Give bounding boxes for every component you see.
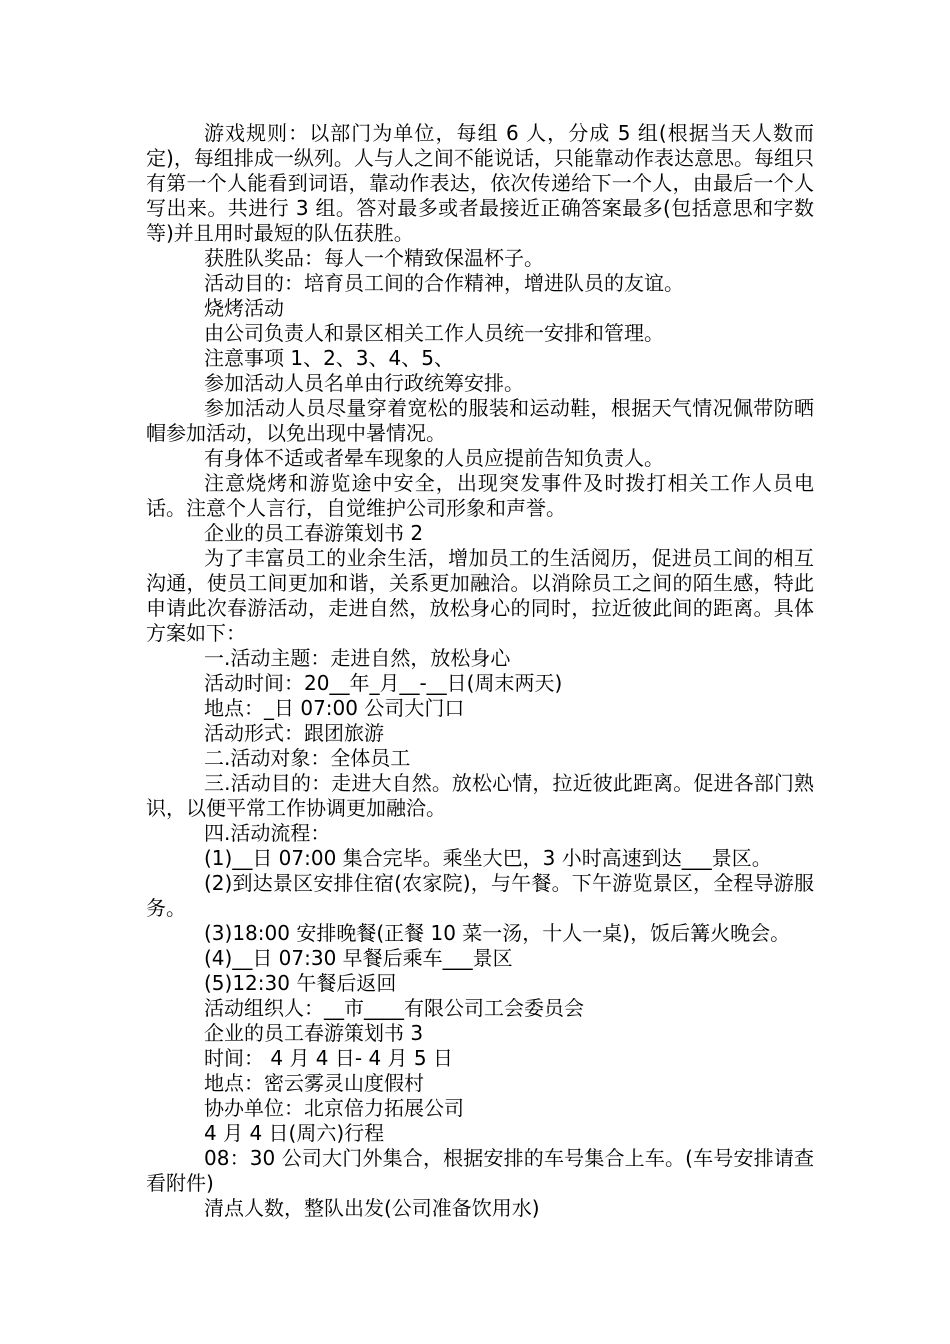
- paragraph-plan-3-depart: 清点人数，整队出发(公司准备饮用水): [204, 1196, 540, 1220]
- paragraph-prize: 获胜队奖品：每人一个精致保温杯子。: [204, 246, 544, 270]
- paragraph-plan-3-day-1: 4 月 4 日(周六)行程: [204, 1121, 385, 1145]
- paragraph-organizer: 活动组织人：__市____有限公司工会委员会: [204, 996, 584, 1020]
- paragraph-flow-step-3: (3)18:00 安排晚餐(正餐 10 菜一汤，十人一桌)，饭后篝火晚会。: [204, 921, 791, 945]
- paragraph-plan-2-intro: 为了丰富员工的业余生活，增加员工的生活阅历，促进员工间的相互沟通，使员工间更加和谐，关系更加融洽。以消除员工之间的陌生感，特此申请此次春游活动，走进自然，放松身心的同时，拉近彼此间的距离。具体方案如下：: [146, 546, 814, 645]
- paragraph-game-rules: 游戏规则：以部门为单位，每组 6 人，分成 5 组(根据当天人数而定)，每组排成一纵列。人与人之间不能说话，只能靠动作表达意思。每组只有第一个人能看到词语，靠动作表达，依次传递给下一个人，由最后一个人写出来。共进行 3 组。答对最多或者最接近正确答案最多(包括意思和字数等)并且用时最短的队伍获胜。: [146, 121, 814, 245]
- paragraph-flow-step-5: (5)12:30 午餐后返回: [204, 971, 397, 995]
- section-title-plan-3: 企业的员工春游策划书 3: [204, 1021, 424, 1045]
- paragraph-activity-time: 活动时间：20__年_月__-__日(周末两天): [204, 671, 563, 695]
- paragraph-notes-heading: 注意事项 1、2、3、4、5、: [204, 346, 454, 370]
- paragraph-flow-step-4: (4)__日 07:30 早餐后乘车___景区: [204, 946, 513, 970]
- paragraph-activity-form: 活动形式：跟团旅游: [204, 721, 384, 745]
- paragraph-note-health: 有身体不适或者晕车现象的人员应提前告知负责人。: [204, 446, 664, 470]
- document-body: [146, 121, 814, 1221]
- paragraph-activity-flow: 四.活动流程：: [204, 821, 331, 845]
- paragraph-note-safety: 注意烧烤和游览途中安全，出现突发事件及时拨打相关工作人员电话。注意个人言行，自觉维护公司形象和声誉。: [146, 471, 814, 520]
- paragraph-flow-step-2: (2)到达景区安排住宿(农家院)，与午餐。下午游览景区，全程导游服务。: [146, 871, 814, 920]
- paragraph-purpose: 活动目的：培育员工间的合作精神，增进队员的友谊。: [204, 271, 684, 295]
- paragraph-bbq-heading: 烧烤活动: [204, 296, 284, 320]
- paragraph-activity-theme: 一.活动主题：走进自然，放松身心: [204, 646, 511, 670]
- paragraph-activity-audience: 二.活动对象：全体员工: [204, 746, 411, 770]
- paragraph-plan-3-gather: 08：30 公司大门外集合，根据安排的车号集合上车。(车号安排请查看附件): [146, 1146, 814, 1195]
- section-title-plan-2: 企业的员工春游策划书 2: [204, 521, 424, 545]
- paragraph-flow-step-1: (1)__日 07:00 集合完毕。乘坐大巴，3 小时高速到达___景区。: [204, 846, 772, 870]
- paragraph-location: 地点：_日 07:00 公司大门口: [204, 696, 465, 720]
- paragraph-note-clothing: 参加活动人员尽量穿着宽松的服装和运动鞋，根据天气情况佩带防晒帽参加活动，以免出现中暑情况。: [146, 396, 814, 445]
- paragraph-plan-3-co-organizer: 协办单位：北京倍力拓展公司: [204, 1096, 464, 1120]
- paragraph-bbq-management: 由公司负责人和景区相关工作人员统一安排和管理。: [204, 321, 664, 345]
- paragraph-activity-goal: 三.活动目的：走进大自然。放松心情，拉近彼此距离。促进各部门熟识，以便平常工作协调更加融洽。: [146, 771, 814, 820]
- paragraph-plan-3-location: 地点：密云雾灵山度假村: [204, 1071, 424, 1095]
- paragraph-plan-3-time: 时间： 4 月 4 日- 4 月 5 日: [204, 1046, 453, 1070]
- paragraph-note-roster: 参加活动人员名单由行政统筹安排。: [204, 371, 524, 395]
